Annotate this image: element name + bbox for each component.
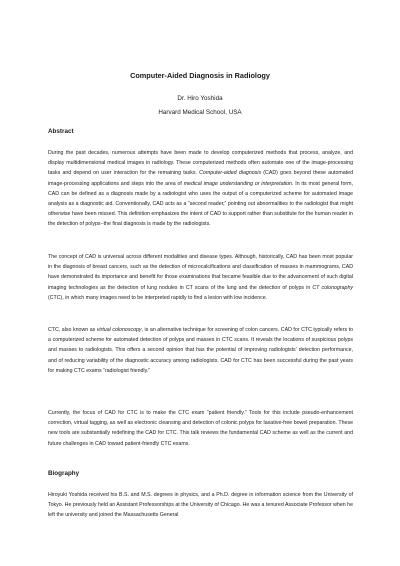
biography-paragraph: Hiroyuki Yoshida received his B.S. and M.S. degrees in physics, and a Ph.D. degree in information science from the University of Tokyo. He previously held an Assistant Professorships at the University of Chicago. He was a tenured Associate Professor when he left the university and joined the Massachusetts General: [48, 492, 353, 519]
abstract-p1-text-c: (CAD) goes beyond these automated image-processing applications and steps into the area of: [48, 170, 353, 187]
abstract-paragraph-4: Currently, the focus of CAD for CTC is to make the CTC exam “patient friendly.” Tools for this include pseudo-enhancement correction, virtual tagging, as well as electronic cleansing and detection of colonic polyps for laxative-free bowel preparation. These new tools are substantially redefining the CAD for CTC. This talk reviews the fundamental CAD scheme as well as the current and future challenges in CAD toward patient-friendly CTC exams.: [48, 410, 353, 447]
abstract-p2-text-c: (CTC), in which many images need to be interpreted rapidly to find a lesion with low incidence.: [48, 294, 268, 301]
paper-title: Computer-Aided Diagnosis in Radiology: [130, 71, 270, 80]
abstract-p1-text-e: . In its most general form, CAD can be defined as a diagnosis made by a radiologist who uses the output of a computerized scheme for automated image analysis as a diagnostic aid. Conventionally, CAD acts as a “second reader,” pointing out abnormalities to the radiologist that might otherwise have been missed. This definition emphasizes the intent of CAD to support rather than substitute for the human reader in the detection of polyps−the final diagnosis is made by the radiologists.: [48, 180, 353, 228]
abstract-paragraph-2: [48, 252, 353, 303]
abstract-p2-term-ctc: CT colonography: [312, 284, 353, 291]
abstract-p3-text-c: , is an alternative technique for screening of colon cancers. CAD for CTC typically refers to a computerized scheme for automated detection of polyps and masses in CTC scans. It reveals the locations of suspicious polyps and masses to radiologists. This offers a second opinion that has the potential of improving radiologists’ detection performance, and of reducing variability of the diagnostic accuracy among radiologists. CAD for CTC has been successful during the past years for making CTC exams “radiologist friendly.”: [48, 327, 353, 374]
biography-heading: Biography: [48, 470, 80, 477]
author-affiliation: Harvard Medical School, USA: [158, 109, 242, 116]
abstract-p1-text-a: During the past decades, numerous attempts have been made to develop computerized methods that process, analyze, and display multidimensional medical images in radiology. These computerized methods often automate one of the image-processing tasks and depend on user interaction for the remaining tasks.: [48, 150, 353, 177]
abstract-p2-text-a: The concept of CAD is universal across different modalities and disease types. Although, historically, CAD has been most popular in the diagnosis of breast cancers, such as the detection of microcalcifications and classification of masses in mammograms, CAD have demonstrated its importance and benefit for those examinations that became feasible due to the advancement of such digital imaging technologies as the detection of lung nodules in CT scans of the lung and the detection of polyps in: [48, 254, 353, 291]
abstract-paragraph-3: [48, 325, 353, 376]
abstract-heading: Abstract: [48, 128, 74, 135]
abstract-p1-term-understanding: medical image understanding or interpretation: [183, 180, 292, 187]
abstract-p3-term-virtual-colonoscopy: virtual colonoscopy: [96, 327, 142, 333]
abstract-paragraph-1: [48, 148, 353, 230]
abstract-p3-text-a: CTC, also known as: [48, 327, 97, 333]
abstract-p1-term-cad: Computer-aided diagnosis: [199, 170, 262, 177]
author-name: Dr. Hiro Yoshida: [177, 95, 223, 102]
